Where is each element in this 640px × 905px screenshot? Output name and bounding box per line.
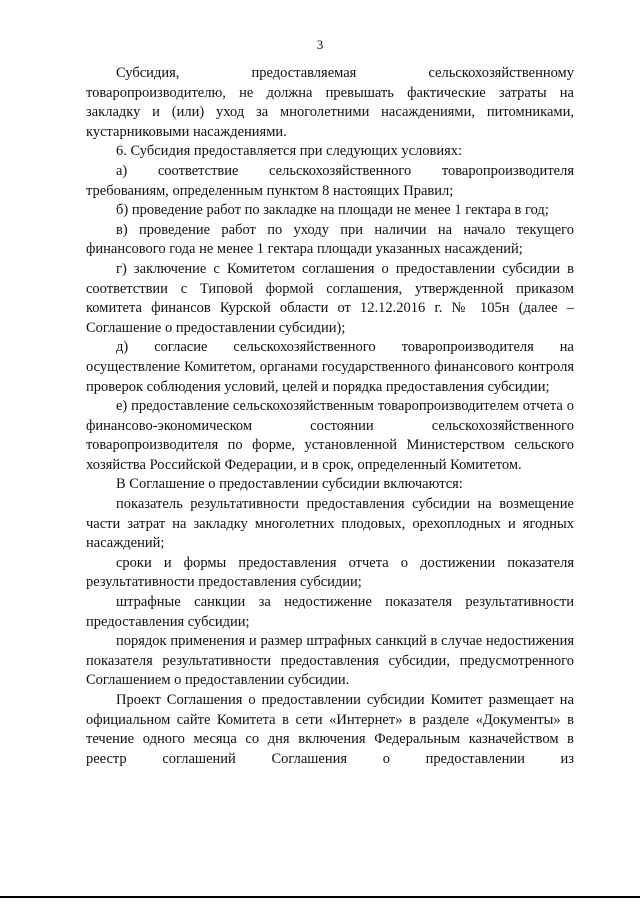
- paragraph-penalties: штрафные санкции за недостижение показателя результативности предоставления субсидии;: [86, 594, 574, 630]
- paragraph-condition-g: г) заключение с Комитетом соглашения о предоставлении субсидии в соответствии с Типовой формой соглашения, утвержденной приказом комитета финансов Курской области от 12.12.2016 г. № 105н (далее – Соглашение о предоставлении субсидии);: [86, 260, 574, 336]
- paragraph-condition-d: д) согласие сельскохозяйственного товаропроизводителя на осуществление Комитетом, органами государственного финансового контроля проверок соблюдения условий, целей и порядка предоставления субсидии;: [86, 339, 574, 395]
- paragraph-report-terms: сроки и формы предоставления отчета о достижении показателя результативности предоставления субсидии;: [86, 554, 574, 591]
- bottom-rule: [0, 896, 640, 898]
- page-number: 3: [316, 37, 324, 52]
- document-body: [86, 64, 574, 769]
- paragraph-condition-e: е) предоставление сельскохозяйственным товаропроизводителем отчета о финансово-экономическом состоянии сельскохозяйственного товаропроизводителя по форме, установленной Министерством сельского хозяйства Российской Федерации, и в срок, определенный Комитетом.: [86, 398, 574, 473]
- paragraph-draft-agreement: Проект Соглашения о предоставлении субсидии Комитет размещает на официальном сайте Комитета в сети «Интернет» в разделе «Документы» в течение одного месяца со дня включения Федеральным казначейством в реестр соглашений Соглашения о предоставлении из: [86, 692, 574, 767]
- paragraph-conditions-heading: 6. Субсидия предоставляется при следующих условиях:: [116, 143, 463, 160]
- paragraph-penalty-procedure: порядок применения и размер штрафных санкций в случае недостижения показателя результативности предоставления субсидии, предусмотренного Соглашением о предоставлении субсидии.: [86, 633, 574, 689]
- paragraph-performance-indicator: показатель результативности предоставления субсидии на возмещение части затрат на закладку многолетних плодовых, орехоплодных и ягодных насаждений;: [86, 496, 574, 552]
- paragraph-agreement-includes: В Соглашение о предоставлении субсидии включаются:: [116, 476, 463, 493]
- paragraph-subsidy-limit: Субсидия, предоставляемая сельскохозяйственному товаропроизводителю, не должна превышать фактические затраты на закладку и (или) уход за многолетними насаждениями, питомниками, кустарниковыми насаждениями.: [86, 65, 574, 140]
- paragraph-condition-b: б) проведение работ по закладке на площади не менее 1 гектара в год;: [116, 202, 549, 219]
- paragraph-condition-a: а) соответствие сельскохозяйственного товаропроизводителя требованиям, определенным пунктом 8 настоящих Правил;: [86, 162, 574, 199]
- paragraph-condition-v: в) проведение работ по уходу при наличии на начало текущего финансового года не менее 1 гектара площади указанных насаждений;: [86, 221, 574, 258]
